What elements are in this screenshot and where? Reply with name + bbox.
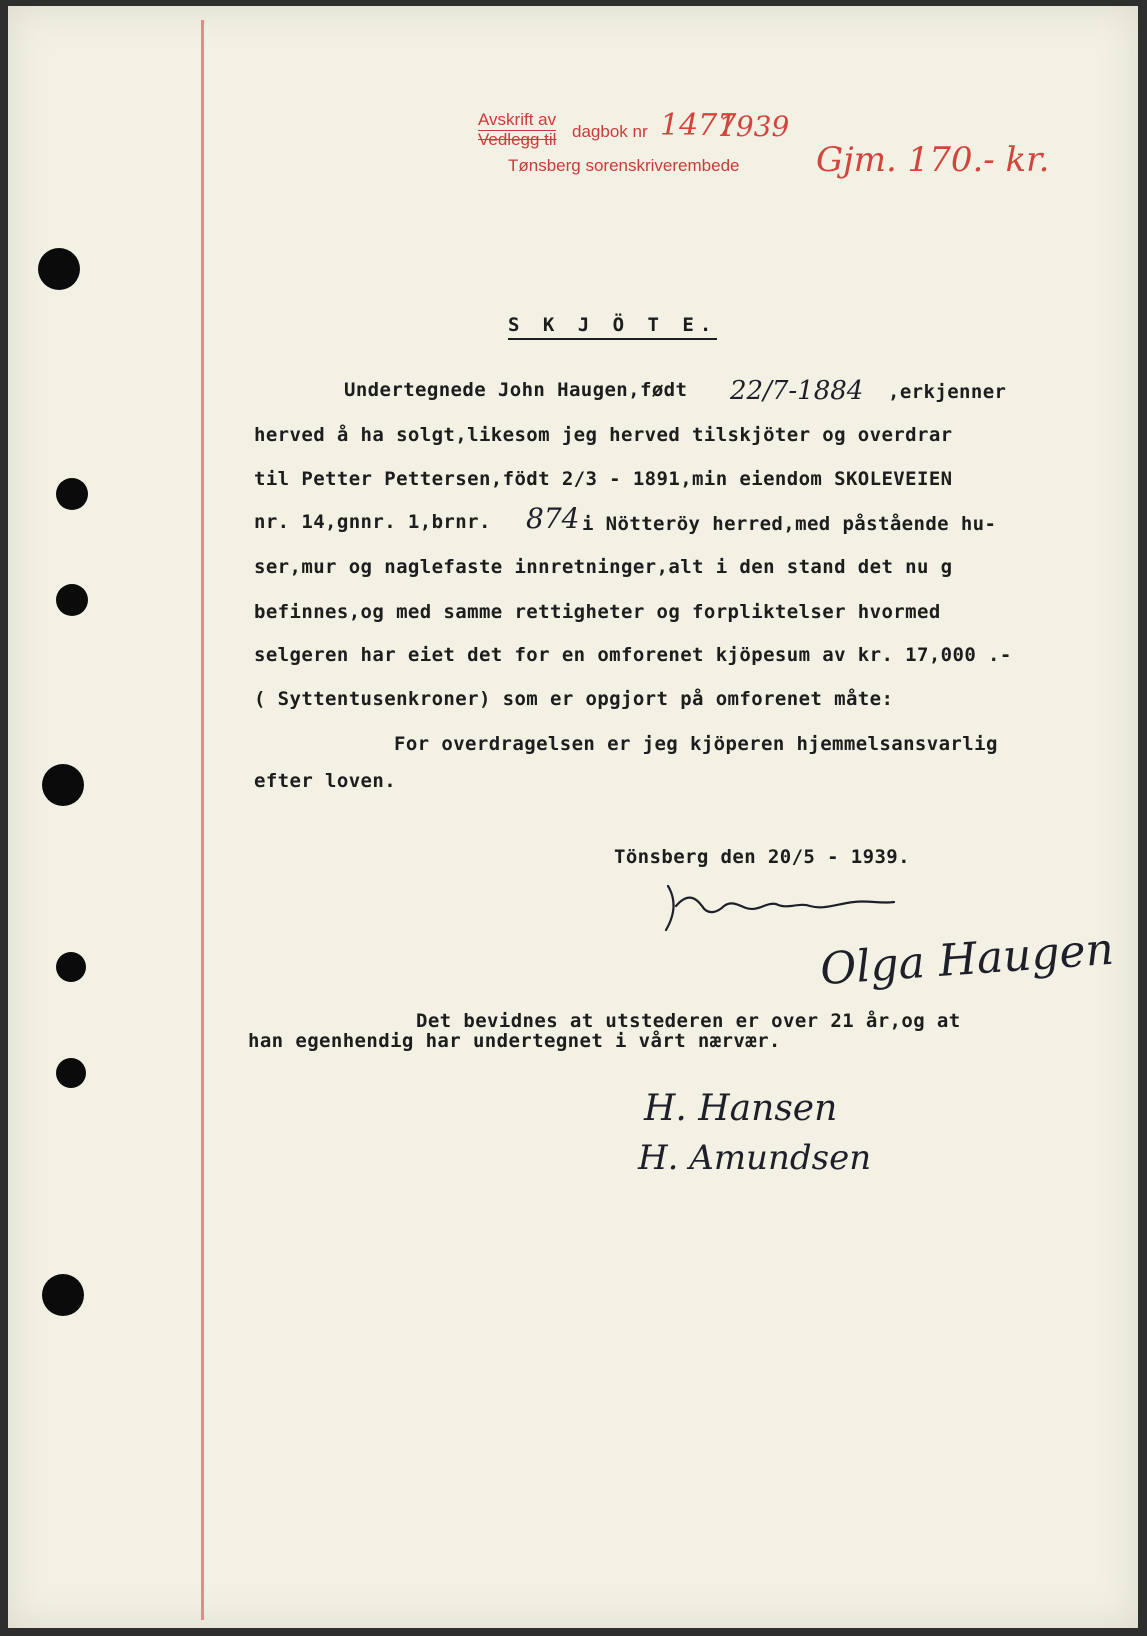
fee-note: Gjm. 170.- kr.	[816, 140, 1050, 180]
punch-hole-1	[38, 248, 80, 290]
body-line-7: selgeren har eiet det for en omforenet kjöpesum av kr. 17,000 .-	[254, 644, 1012, 666]
body-line-9: For overdragelsen er jeg kjöperen hjemmelsansvarlig	[394, 733, 998, 755]
seller-signature-1	[658, 876, 908, 936]
body-line-1-end: ,erkjenner	[888, 381, 1007, 403]
body-line-5: ser,mur og naglefaste innretninger,alt i den stand det nu g	[254, 556, 953, 578]
witness-statement-line-1: Det bevidnes at utstederen er over 21 år,og at	[416, 1010, 961, 1032]
handwritten-brnr: 874	[526, 502, 580, 535]
stamp-line-3: dagbok nr	[572, 122, 648, 141]
body-line-4: nr. 14,gnnr. 1,brnr.	[254, 511, 491, 533]
punch-hole-5	[56, 952, 86, 982]
body-line-3: til Petter Pettersen,födt 2/3 - 1891,min eiendom SKOLEVEIEN	[254, 468, 953, 490]
place-date: Tönsberg den 20/5 - 1939.	[614, 846, 910, 868]
body-line-1: Undertegnede John Haugen,født	[344, 379, 688, 401]
stamp-line-1: Avskrift av	[478, 110, 557, 129]
punch-hole-2	[56, 478, 88, 510]
document-page	[8, 6, 1138, 1628]
body-line-8: ( Syttentusenkroner) som er opgjort på omforenet måte:	[254, 688, 894, 710]
stamp-line-4: Tønsberg sorenskriverembede	[508, 156, 740, 175]
handwritten-birthdate: 22/7-1884	[730, 376, 864, 406]
stamp-line-2: Vedlegg til	[478, 130, 557, 149]
stamp-handwritten-year: 1939	[718, 110, 790, 143]
seller-signature-1-text	[9, 7, 14, 8]
body-line-10: efter loven.	[254, 770, 397, 792]
punch-hole-3	[56, 584, 88, 616]
body-line-2: herved å ha solgt,likesom jeg herved tilskjöter og overdrar	[254, 424, 953, 446]
seller-signature-2: Olga Haugen	[818, 923, 1116, 996]
body-line-4-end: i Nötteröy herred,med påstående hu-	[582, 513, 997, 535]
witness-signature-2: H. Amundsen	[638, 1138, 872, 1178]
witness-signature-1: H. Hansen	[644, 1088, 838, 1129]
body-line-6: befinnes,og med samme rettigheter og forpliktelser hvormed	[254, 601, 941, 623]
punch-hole-7	[42, 1274, 84, 1316]
punch-hole-4	[42, 764, 84, 806]
witness-statement-line-2: han egenhendig har undertegnet i vårt nærvær.	[248, 1030, 781, 1052]
document-title: S K J Ö T E.	[508, 314, 717, 340]
stamp-handwritten-number: 1477	[660, 108, 737, 143]
punch-hole-6	[56, 1058, 86, 1088]
red-margin-line	[201, 20, 204, 1620]
